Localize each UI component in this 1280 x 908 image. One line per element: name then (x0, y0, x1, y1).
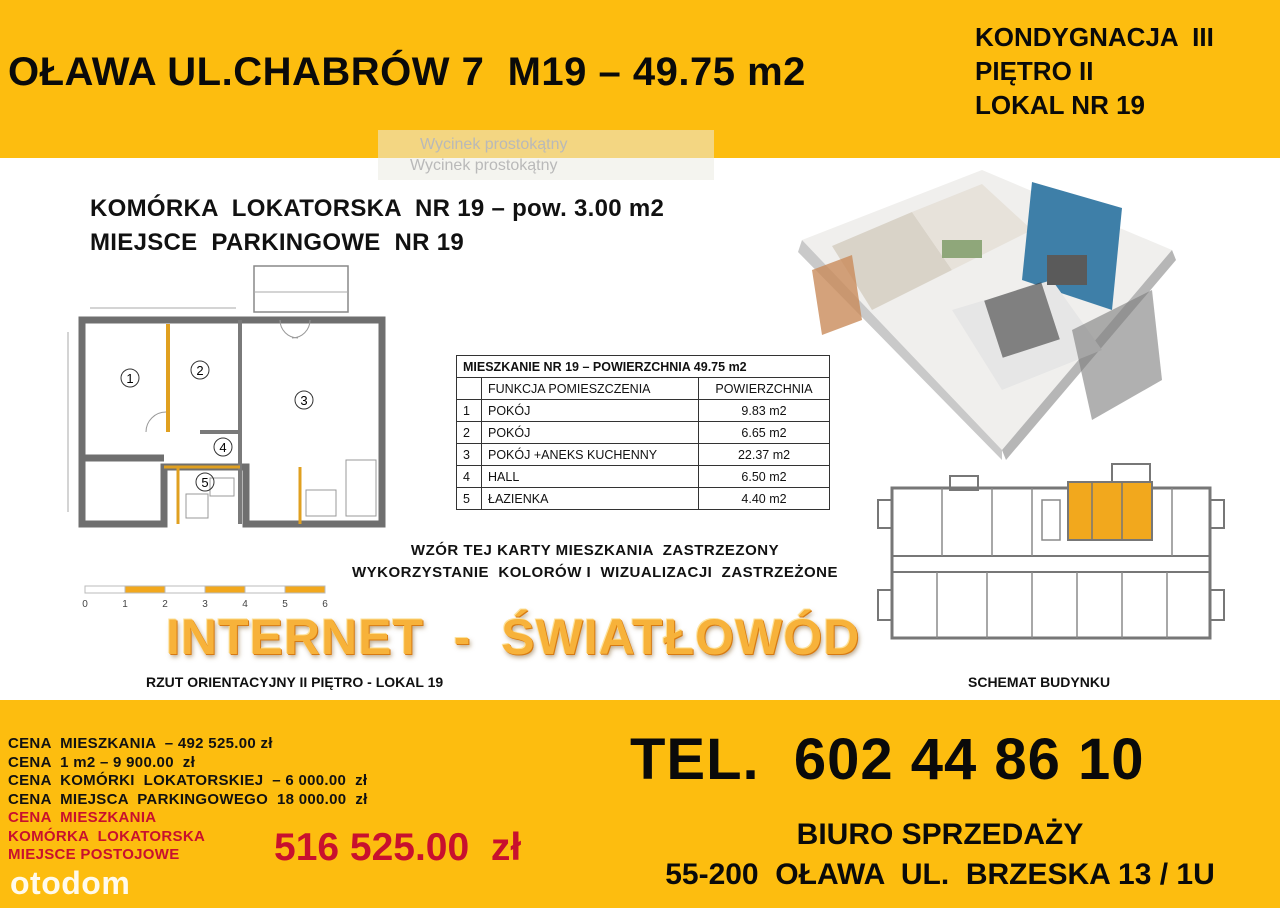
table-row: 3 POKÓJ +ANEKS KUCHENNY 22.37 m2 (457, 444, 830, 466)
internet-promo: INTERNET - ŚWIATŁOWÓD (166, 609, 861, 665)
office-address: 55-200 OŁAWA UL. BRZESKA 13 / 1U (665, 858, 1215, 891)
price-line: CENA MIEJSCA PARKINGOWEGO 18 000.00 zł (8, 790, 368, 808)
copyright-line: WZÓR TEJ KARTY MIESZKANIA ZASTRZEZONY (410, 542, 780, 559)
table-caption: MIESZKANIE NR 19 – POWIERZCHNIA 49.75 m2 (457, 356, 830, 378)
table-row: 2 POKÓJ 6.65 m2 (457, 422, 830, 444)
building-scheme-caption: SCHEMAT BUDYNKU (968, 674, 1111, 690)
room-number-1: 1 (126, 371, 134, 386)
sales-office (600, 815, 1280, 895)
building-scheme (872, 460, 1232, 650)
total-price: 516 525.00 zł (274, 826, 522, 869)
phone-number: TEL. 602 44 86 10 (630, 727, 1145, 792)
office-title: BIURO SPRZEDAŻY (796, 818, 1084, 851)
scale-label: 5 (282, 599, 288, 610)
ghost-text: Wycinek prostokątny (420, 136, 568, 153)
table-row: 5 ŁAZIENKA 4.40 m2 (457, 488, 830, 510)
table-caption-row (457, 356, 830, 378)
room-number-2: 2 (196, 363, 204, 378)
unit-line: LOKAL NR 19 (975, 90, 1145, 120)
table-header-row (457, 378, 830, 400)
extras-info (90, 192, 664, 260)
floor-plan-caption: RZUT ORIENTACYJNY II PIĘTRO - LOKAL 19 (146, 674, 444, 690)
copyright-note (330, 540, 860, 584)
scale-label: 3 (202, 599, 208, 610)
price-line: CENA MIESZKANIA – 492 525.00 zł (8, 735, 273, 752)
scale-label: 4 (242, 599, 248, 610)
floor-plan (60, 262, 400, 532)
ghost-text-shadow: Wycinek prostokątny (410, 157, 558, 174)
copyright-line: WYKORZYSTANIE KOLORÓW I WIZUALIZACJI ZASTRZEŻONE (351, 564, 839, 581)
level-line: KONDYGNACJA III (975, 22, 1214, 52)
listing-title: OŁAWA UL.CHABRÓW 7 M19 – 49.75 m2 (8, 50, 806, 94)
bundle-line: KOMÓRKA LOKATORSKA (8, 827, 206, 845)
table-row: 1 POKÓJ 9.83 m2 (457, 400, 830, 422)
price-line: CENA KOMÓRKI LOKATORSKIEJ – 6 000.00 zł (8, 772, 368, 789)
storage-line: KOMÓRKA LOKATORSKA NR 19 – pow. 3.00 m2 (90, 195, 665, 222)
parking-line: MIEJSCE PARKINGOWE NR 19 (90, 229, 465, 256)
column-header-function: FUNKCJA POMIESZCZENIA (482, 378, 699, 400)
floor-line: PIĘTRO II (975, 56, 1094, 86)
scale-label: 2 (162, 599, 168, 610)
scale-label: 0 (82, 599, 88, 610)
column-header-area: POWIERZCHNIA (699, 378, 830, 400)
scale-label: 6 (322, 599, 328, 610)
bundle-line: CENA MIESZKANIA (8, 809, 157, 826)
room-number-3: 3 (300, 393, 308, 408)
room-number-4: 4 (219, 440, 227, 455)
table-row: 4 HALL 6.50 m2 (457, 466, 830, 488)
unit-level-info (975, 20, 1214, 122)
scale-label: 1 (122, 599, 128, 610)
apartment-3d-visualization (792, 160, 1182, 460)
room-number-5: 5 (201, 475, 209, 490)
otodom-watermark: otodom (10, 865, 131, 901)
price-line: CENA 1 m2 – 9 900.00 zł (8, 753, 196, 771)
room-area-table (456, 355, 830, 510)
bundle-line: MIEJSCE POSTOJOWE (8, 846, 180, 863)
